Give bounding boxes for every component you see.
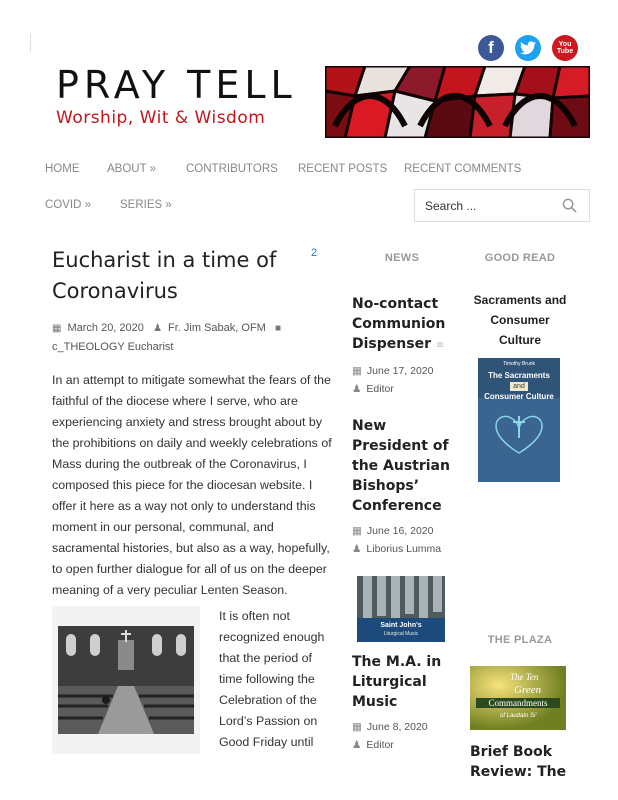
social-links <box>478 35 578 61</box>
news-date[interactable]: June 8, 2020 <box>366 721 428 733</box>
nav-item-recent-comments[interactable] <box>404 163 521 175</box>
site-title: PRAY TELL <box>56 63 297 107</box>
news-author[interactable]: Liborius Lumma <box>366 543 442 555</box>
good-read-heading: GOOD READ <box>484 252 556 264</box>
folder-icon: ■ <box>275 323 282 334</box>
comments-icon: ≡ <box>435 340 445 351</box>
calendar-icon: ▦ <box>352 525 362 537</box>
post-meta <box>52 319 332 356</box>
user-icon: ♟ <box>153 323 163 334</box>
image-text: The Ten <box>510 672 539 682</box>
news-item <box>352 416 452 558</box>
news-item-meta <box>352 362 452 398</box>
cover-title-line: Consumer Culture <box>484 392 554 401</box>
plaza-heading: THE PLAZA <box>487 634 553 646</box>
organ-pipes-image[interactable] <box>357 576 445 642</box>
news-item-title[interactable]: The M.A. in Liturgical Music <box>352 654 442 710</box>
plaza-post-title[interactable]: Brief Book Review: The <box>470 744 567 780</box>
news-author[interactable]: Editor <box>366 383 394 395</box>
news-item-meta <box>352 522 452 558</box>
facebook-icon[interactable]: f <box>478 35 504 61</box>
image-caption-sub: Liturgical Music <box>383 631 419 637</box>
user-icon: ♟ <box>352 383 362 395</box>
news-item-title[interactable]: New President of the Austrian Bishops’ Conference <box>352 418 450 514</box>
calendar-icon: ▦ <box>352 721 362 733</box>
news-item-meta <box>352 718 452 754</box>
news-date[interactable]: June 16, 2020 <box>366 525 434 537</box>
nav-item-contributors[interactable] <box>186 163 278 175</box>
nav-item-home[interactable] <box>45 163 80 175</box>
news-column <box>352 252 452 754</box>
book-cover-image[interactable] <box>478 358 560 482</box>
nav-item-covid[interactable] <box>45 199 91 211</box>
ten-green-commandments-image[interactable] <box>470 666 566 730</box>
post-intro-paragraph: In an attempt to mitigate somewhat the fears of the faithful of the diocese where I serve, who are experiencing anxiety and stress brought about by the prohibitions on daily and weekly celebrations of Mass during the outbreak of the Coronavirus, I composed this piece for the diocesan website. I offer it here as a way not only to understand this moment in our personal, communal, and sacramental histories, but also as a way, hopefully, to open further dialogue for all of us on the deeper meaning of a very peculiar Lenten Season. <box>52 373 332 597</box>
post-date[interactable]: March 20, 2020 <box>67 322 144 334</box>
nav-item-recent-posts[interactable] <box>298 163 387 175</box>
news-date[interactable]: June 17, 2020 <box>366 365 434 377</box>
post-title[interactable]: Eucharist in a time of Coronavirus <box>52 248 277 303</box>
submenu-arrow-icon: » <box>84 199 92 211</box>
search-icon[interactable] <box>562 198 577 218</box>
nav-item-about[interactable] <box>107 163 156 175</box>
search-input[interactable] <box>425 199 555 213</box>
user-icon: ♟ <box>352 739 362 751</box>
cover-title-line: The Sacraments <box>488 371 550 380</box>
post-author[interactable]: Fr. Jim Sabak, OFM <box>168 322 266 334</box>
news-item <box>352 652 452 754</box>
nav-label: SERIES <box>120 199 163 211</box>
church-interior-image <box>52 606 200 754</box>
article <box>52 245 332 601</box>
calendar-icon: ▦ <box>352 365 362 377</box>
nav-label: HOME <box>45 163 80 175</box>
user-icon: ♟ <box>352 543 362 555</box>
stained-glass-banner <box>325 66 590 138</box>
comment-count-link[interactable]: 2 <box>311 247 318 259</box>
news-item-title[interactable] <box>352 294 452 356</box>
nav-item-series[interactable] <box>120 199 172 211</box>
cover-author: Timothy Brunk <box>502 361 536 367</box>
image-text: Green <box>514 684 542 696</box>
cover-title-and: and <box>510 382 528 391</box>
post-body-text: It is often not recognized enough that the period of time following the Celebration of the Lord’s Passion on Good Friday until <box>219 609 325 749</box>
image-text: of Laudato Si' <box>500 713 537 719</box>
book-title[interactable]: Sacraments and Consumer Culture <box>473 293 567 347</box>
youtube-label-bottom: Tube <box>556 48 574 55</box>
post-categories[interactable]: c_THEOLOGY Eucharist <box>52 341 174 353</box>
twitter-icon[interactable] <box>515 35 541 61</box>
submenu-arrow-icon: » <box>165 199 172 211</box>
nav-label: ABOUT <box>107 163 147 175</box>
calendar-icon: ▦ <box>52 323 62 334</box>
news-heading: NEWS <box>384 252 420 264</box>
news-item <box>352 294 452 398</box>
image-text: Commandments <box>476 698 560 708</box>
header-divider <box>30 34 31 52</box>
nav-label: RECENT COMMENTS <box>404 163 522 175</box>
image-caption: Saint John's <box>380 622 422 629</box>
nav-label: CONTRIBUTORS <box>186 163 278 175</box>
news-author[interactable]: Editor <box>366 739 394 751</box>
search-box <box>414 189 590 222</box>
site-logo[interactable] <box>56 63 297 128</box>
news-title-text: No-contact Communion Dispenser <box>352 296 446 352</box>
submenu-arrow-icon: » <box>149 163 157 175</box>
youtube-label-top: You <box>558 41 572 48</box>
good-read-column <box>470 252 570 782</box>
nav-label: RECENT POSTS <box>298 163 388 175</box>
youtube-icon[interactable] <box>552 35 578 61</box>
nav-label: COVID <box>45 199 82 211</box>
site-tagline: Worship, Wit & Wisdom <box>56 108 266 128</box>
